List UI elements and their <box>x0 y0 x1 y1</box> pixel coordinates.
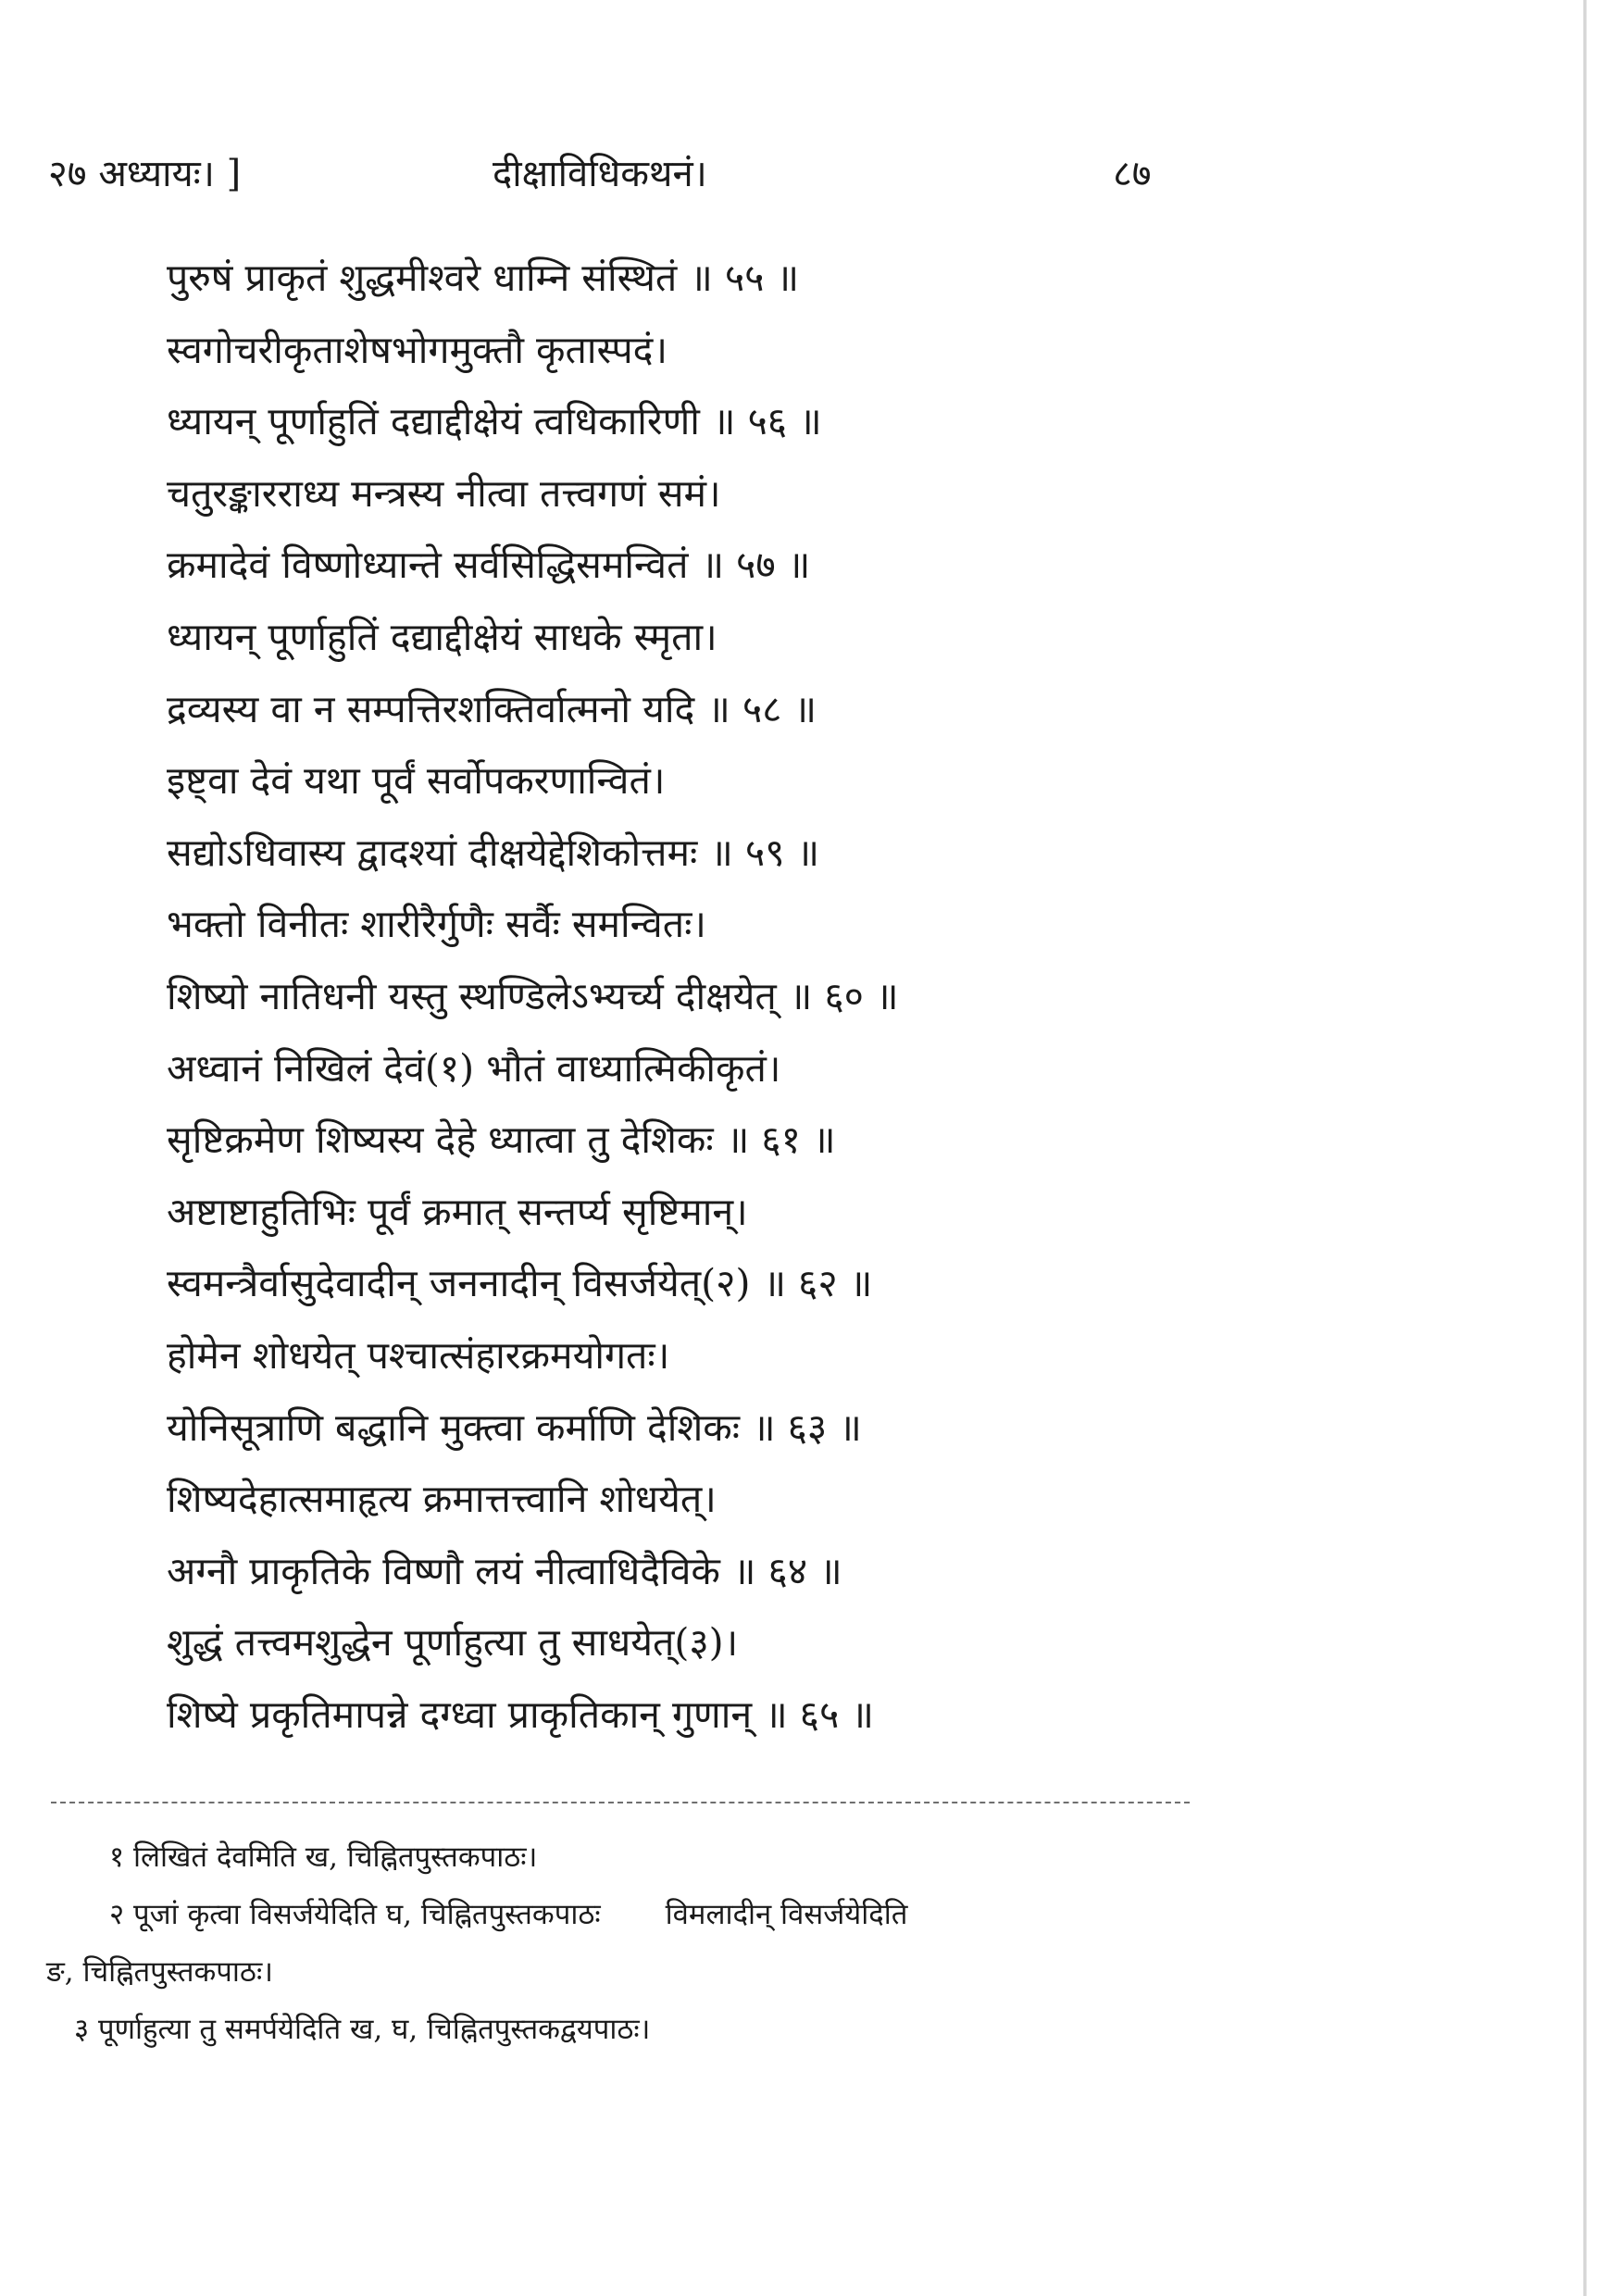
verse-line <box>167 1248 1278 1320</box>
footnote-text: ङ, चिह्नितपुस्तकपाठः। <box>46 1955 273 1989</box>
verse-text: अष्टाष्टाहुतिभिः पूर्वं क्रमात् सन्तर्प्य सृष्टिमान्। <box>167 1189 748 1234</box>
verse-text: द्रव्यस्य वा न सम्पत्तिरशक्तिर्वात्मनो यदि <box>167 686 695 731</box>
verse-text: सृष्टिक्रमेण शिष्यस्य देहे ध्यात्वा तु देशिकः <box>167 1117 714 1163</box>
verse-text: होमेन शोधयेत् पश्चात्संहारक्रमयोगतः। <box>167 1332 670 1378</box>
footnote <box>46 1886 1213 1943</box>
verse-block <box>167 243 1278 1751</box>
verse-text: शिष्यदेहात्समाहृत्य क्रमात्तत्त्वानि शोधयेत्। <box>167 1477 717 1522</box>
verse-line <box>167 674 1278 746</box>
page-binding-edge <box>1583 0 1587 2296</box>
footnote <box>46 1943 1213 2001</box>
verse-text: शुद्धं तत्त्वमशुद्धेन पूर्णाहुत्या तु साधयेत्(३)। <box>167 1620 739 1666</box>
footnote-divider <box>51 1802 1190 1803</box>
chapter-label: २७ अध्यायः। ] <box>48 153 242 195</box>
verse-line <box>167 458 1278 530</box>
verse-line <box>167 1033 1278 1105</box>
verse-number: ॥ ६४ ॥ <box>732 1548 842 1593</box>
page-title: दीक्षाविधिकथनं। <box>493 153 707 195</box>
verse-line <box>167 602 1278 674</box>
verse-line <box>167 1320 1278 1392</box>
verse-text: ध्यायन् पूर्णाहुतिं दद्याद्दीक्षेयं साधके स्मृता। <box>167 614 717 659</box>
verse-line <box>167 386 1278 458</box>
verse-line <box>167 1392 1278 1465</box>
verse-text: क्रमादेवं विष्णोध्यान्ते सर्वसिद्धिसमन्वितं <box>167 543 689 588</box>
verse-text: सद्योऽधिवास्य द्वादश्यां दीक्षयेद्देशिकोत्तमः <box>167 830 698 875</box>
verse-number: ॥ ६५ ॥ <box>765 1691 874 1737</box>
verse-number: ॥ ५९ ॥ <box>710 830 820 875</box>
verse-line <box>167 817 1278 890</box>
verse-line <box>167 1177 1278 1249</box>
verse-line <box>167 745 1278 817</box>
verse-text: स्वगोचरीकृताशेषभोगमुक्तौ कृतास्पदं। <box>167 327 668 372</box>
verse-text: स्वमन्त्रैर्वासुदेवादीन् जननादीन् विसर्जयेत्(२) <box>167 1261 751 1306</box>
verse-line <box>167 530 1278 602</box>
verse-text: इष्ट्वा देवं यथा पूर्वं सर्वोपकरणान्वितं। <box>167 758 666 804</box>
verse-text: योनिसूत्राणि बद्धानि मुक्त्वा कर्माणि देशिकः <box>167 1404 740 1450</box>
verse-number: ॥ ५७ ॥ <box>701 543 811 588</box>
verse-line <box>167 1104 1278 1177</box>
verse-line <box>167 315 1278 387</box>
footnote-text: १ लिखितं देवमिति ख, चिह्नितपुस्तकपाठः। <box>109 1841 538 1874</box>
verse-text: चतुरङ्कारराध्य मन्त्रस्य नीत्वा तत्त्वगणं समं। <box>167 470 721 516</box>
verse-number: ॥ ६२ ॥ <box>763 1261 873 1306</box>
verse-number: ॥ ५६ ॥ <box>712 399 822 444</box>
verse-line <box>167 1679 1278 1752</box>
verse-number: ॥ ६० ॥ <box>789 973 899 1018</box>
footnote-continuation: विमलादीन् विसर्जयेदिति <box>665 1898 908 1931</box>
footnote-text: ३ पूर्णाहुत्या तु समर्पयेदिति ख, घ, चिह्नितपुस्तकद्वयपाठः। <box>74 2013 651 2046</box>
verse-line <box>167 1464 1278 1536</box>
running-header <box>48 146 1205 202</box>
footnote-text: २ पूजां कृत्वा विसर्जयेदिति घ, चिह्नितपुस्तकपाठः <box>109 1898 601 1931</box>
footnotes <box>46 1828 1213 2058</box>
footnote <box>46 1828 1213 1886</box>
verse-line <box>167 1607 1278 1679</box>
verse-number: ॥ ५८ ॥ <box>707 686 817 731</box>
verse-text: पुरुषं प्राकृतं शुद्धमीश्वरे धाम्नि संस्थितं <box>167 256 678 300</box>
verse-text: शिष्ये प्रकृतिमापन्ने दग्ध्वा प्राकृतिकान् गुणान् <box>167 1691 753 1737</box>
verse-number: ॥ ५५ ॥ <box>690 256 800 300</box>
verse-line <box>167 243 1278 315</box>
verse-number: ॥ ६३ ॥ <box>753 1404 862 1450</box>
verse-line <box>167 1536 1278 1608</box>
page-number: ८७ <box>1113 153 1152 195</box>
verse-text: शिष्यो नातिधनी यस्तु स्थण्डिलेऽभ्यर्च्य दीक्षयेत् <box>167 973 777 1018</box>
verse-text: अग्नौ प्राकृतिके विष्णौ लयं नीत्वाधिदैविके <box>167 1548 720 1593</box>
verse-text: भक्तो विनीतः शारीरैर्गुणैः सर्वैः समन्वितः। <box>167 902 706 947</box>
verse-text: ध्यायन् पूर्णाहुतिं दद्याद्दीक्षेयं त्वधिकारिणी <box>167 399 700 444</box>
verse-text: अध्वानं निखिलं देवं(१) भौतं वाध्यात्मिकीकृतं। <box>167 1045 781 1091</box>
footnote <box>46 2001 1213 2058</box>
verse-line <box>167 889 1278 961</box>
verse-number: ॥ ६१ ॥ <box>726 1117 836 1163</box>
verse-line <box>167 961 1278 1033</box>
